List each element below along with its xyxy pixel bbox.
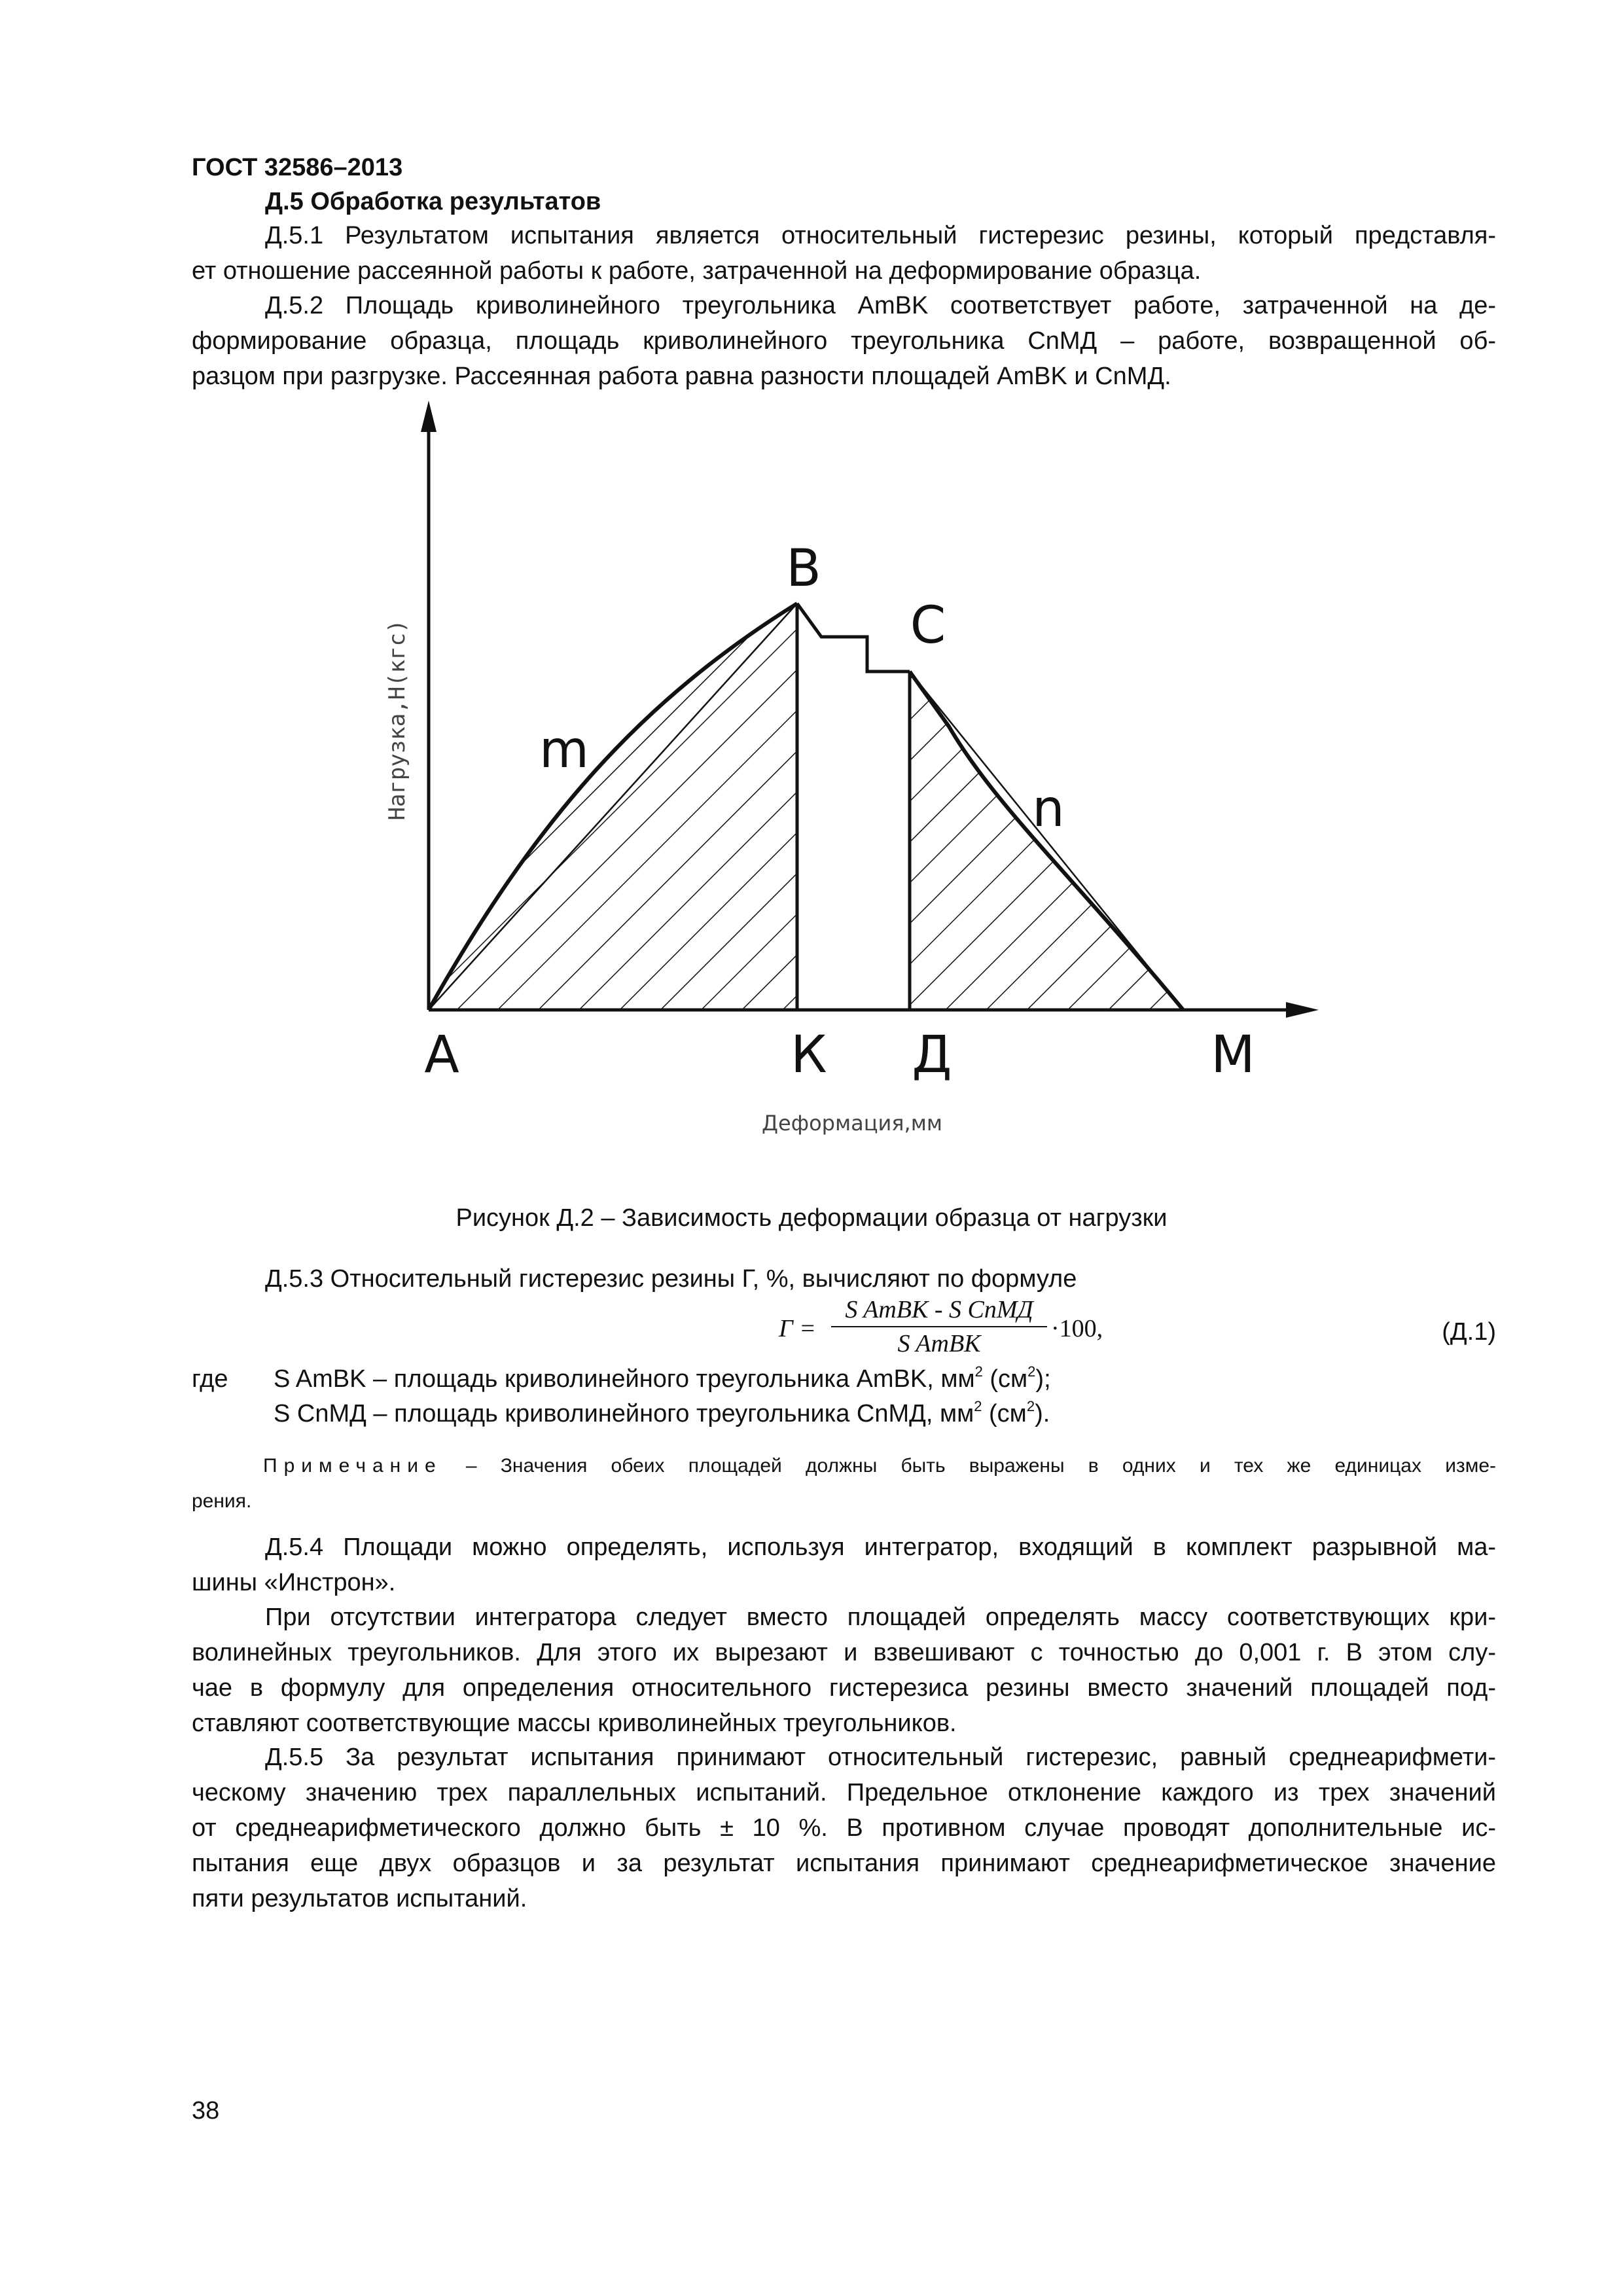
formula-numerator: S AmBK - S CnМД xyxy=(845,1296,1033,1323)
note-line xyxy=(263,1448,1496,1484)
paragraph-d55 xyxy=(192,1740,1496,1916)
definition-ambk xyxy=(274,1361,1051,1397)
formula-fraction xyxy=(831,1296,1047,1357)
label-point-a: А xyxy=(424,1026,459,1085)
paragraph-line: Д.5.2 Площадь криволинейного треугольника AmBK соответствует работе, затраченной на де- xyxy=(265,292,1496,319)
paragraph-line: волинейных треугольников. Для этого их вырезают и взвешивают с точностью до 0,001 г. В этом слу- xyxy=(192,1639,1496,1666)
note-line-2: рения. xyxy=(192,1490,252,1512)
paragraph-d54 xyxy=(192,1530,1496,1600)
formula-denominator: S AmBK xyxy=(897,1330,981,1357)
formula-tail: ·100, xyxy=(1051,1315,1103,1342)
definition-text: S CnМД – площадь криволинейного треугольника CnМД, мм xyxy=(274,1400,974,1427)
label-curve-n: n xyxy=(1032,780,1065,838)
x-axis-label: Деформация,мм xyxy=(762,1111,942,1136)
note-block xyxy=(263,1448,1496,1484)
note-text: – Значения обеих площадей должны быть выражены в одних и тех же единицах изме- xyxy=(442,1455,1496,1477)
superscript: 2 xyxy=(974,1398,982,1414)
definition-text: (см xyxy=(982,1400,1027,1427)
note-label: Примечание xyxy=(263,1455,442,1477)
definition-text: (см xyxy=(982,1365,1028,1393)
y-axis-label: Нагрузка,Н(кгс) xyxy=(384,619,410,821)
paragraph-line: ческому значению трех параллельных испытаний. Предельное отклонение каждого из трех значений xyxy=(192,1779,1496,1806)
x-axis-arrow xyxy=(1286,1002,1319,1018)
definition-cnmd xyxy=(274,1396,1050,1431)
paragraph-line: ет отношение рассеянной работы к работе, затраченной на деформирование образца. xyxy=(192,257,1202,285)
definition-text: S AmBK – площадь криволинейного треугольника AmBK, мм xyxy=(274,1365,975,1393)
standard-header: ГОСТ 32586–2013 xyxy=(192,154,403,181)
label-point-k: К xyxy=(791,1026,827,1085)
paragraph-line: пяти результатов испытаний. xyxy=(192,1885,527,1912)
superscript: 2 xyxy=(974,1363,983,1380)
section-title: Д.5 Обработка результатов xyxy=(265,188,601,215)
page-number: 38 xyxy=(192,2097,220,2125)
paragraph-line: Д.5.1 Результатом испытания является относительный гистерезис резины, который представля- xyxy=(265,222,1496,249)
label-point-d: Д xyxy=(912,1026,952,1085)
paragraph-line: разцом при разгрузке. Рассеянная работа равна разности площадей AmBK и CnМД. xyxy=(192,363,1171,390)
paragraph-line: Д.5.5 За результат испытания принимают относительный гистерезис, равный среднеарифмети- xyxy=(265,1744,1496,1771)
y-axis-arrow xyxy=(421,401,437,432)
paragraph-line: пытания еще двух образцов и за результат испытания принимают среднеарифметическое значение xyxy=(192,1850,1496,1877)
paragraph-integrator xyxy=(192,1600,1496,1741)
formula-lhs: Г = xyxy=(779,1315,816,1342)
label-point-b: B xyxy=(786,539,821,598)
definition-text: ); xyxy=(1035,1365,1051,1393)
superscript: 2 xyxy=(1027,1363,1036,1380)
superscript: 2 xyxy=(1026,1398,1035,1414)
paragraph-line: от среднеарифметического должно быть ± 10 %. В противном случае проводят дополнительные ис- xyxy=(192,1814,1496,1842)
label-curve-m: m xyxy=(539,721,589,780)
formula-number: (Д.1) xyxy=(1442,1318,1496,1346)
paragraph-line: При отсутствии интегратора следует вместо площадей определять массу соответствующих кри- xyxy=(265,1604,1496,1631)
definition-text: ). xyxy=(1035,1400,1050,1427)
paragraph-d53: Д.5.3 Относительный гистерезис резины Г, %, вычисляют по формуле xyxy=(265,1265,1077,1293)
paragraph-line: формирование образца, площадь криволинейного треугольника CnМД – работе, возвращенной об- xyxy=(192,327,1496,355)
where-word: где xyxy=(192,1365,228,1393)
label-point-c: C xyxy=(910,596,946,655)
paragraph-line: чае в формулу для определения относительного гистерезиса резины вместо значений площадей под- xyxy=(192,1674,1496,1702)
fraction-bar xyxy=(831,1326,1047,1327)
label-point-m: М xyxy=(1211,1026,1255,1085)
paragraph-line: шины «Инстрон». xyxy=(192,1569,396,1596)
paragraph-line: ставляют соответствующие массы криволинейных треугольников. xyxy=(192,1710,957,1737)
paragraph-line: Д.5.4 Площади можно определять, используя интегратор, входящий в комплект разрывной ма- xyxy=(265,1534,1496,1561)
figure-caption: Рисунок Д.2 – Зависимость деформации образца от нагрузки xyxy=(455,1204,1168,1232)
step-bc xyxy=(797,603,910,672)
